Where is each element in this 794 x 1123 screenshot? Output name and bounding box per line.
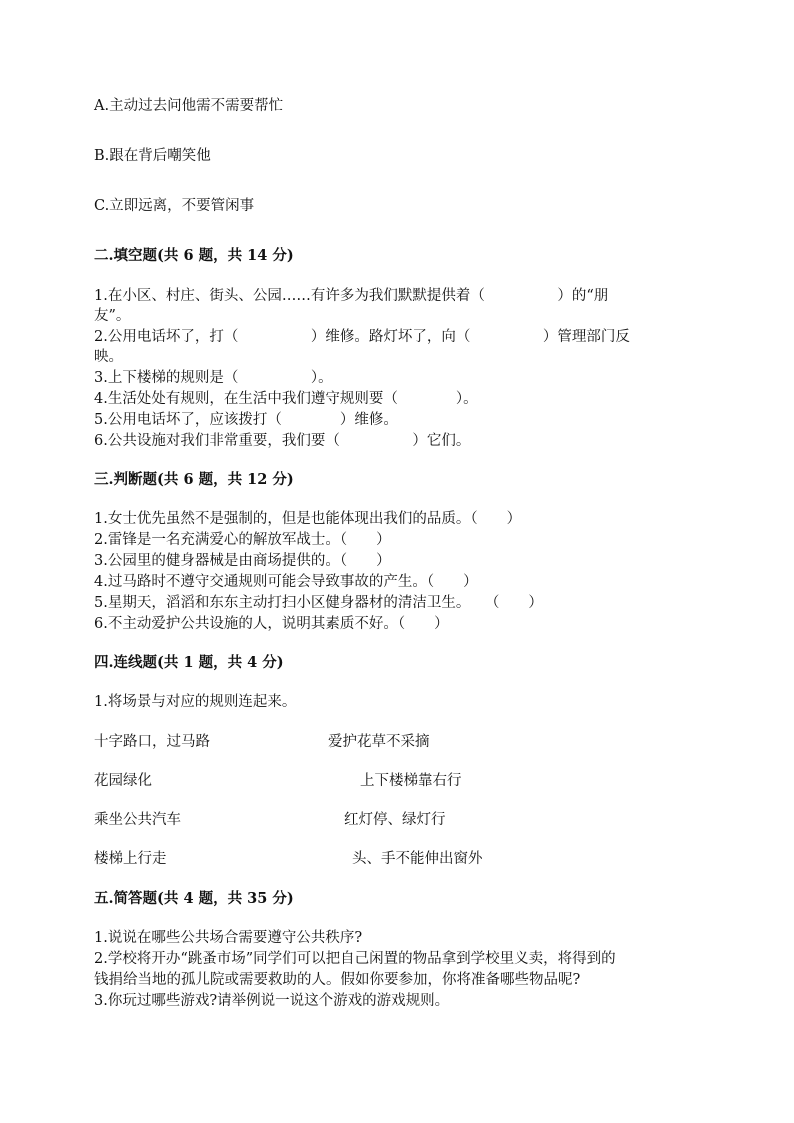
- option-b: B.跟在背后嘲笑他: [94, 148, 211, 164]
- matching-right-4: 头、手不能伸出窗外: [352, 851, 483, 867]
- short-answer-q2-line2: 钱捐给当地的孤儿院或需要救助的人。假如你要参加，你将准备哪些物品呢?: [94, 972, 581, 988]
- fill-blank-q5: 5.公用电话坏了，应该拨打（ ）维修。: [94, 412, 398, 428]
- matching-right-1: 爱护花草不采摘: [328, 734, 430, 750]
- true-false-q2: 2.雷锋是一名充满爱心的解放军战士。（ ）: [94, 532, 391, 548]
- matching-right-3: 红灯停、绿灯行: [344, 812, 446, 828]
- section-3-heading: 三.判断题(共 6 题，共 12 分): [94, 471, 294, 488]
- matching-instruction: 1.将场景与对应的规则连起来。: [94, 694, 297, 710]
- fill-blank-q4: 4.生活处处有规则，在生活中我们遵守规则要（ ）。: [94, 391, 478, 407]
- short-answer-q2-line1: 2.学校将开办“跳蚤市场”同学们可以把自己闲置的物品拿到学校里义卖，将得到的: [94, 951, 616, 967]
- section-5-heading: 五.简答题(共 4 题，共 35 分): [94, 890, 294, 907]
- section-2-heading: 二.填空题(共 6 题，共 14 分): [94, 247, 294, 264]
- matching-left-3: 乘坐公共汽车: [94, 812, 181, 828]
- option-a: A.主动过去问他需不需要帮忙: [94, 98, 284, 114]
- matching-right-2: 上下楼梯靠右行: [360, 773, 462, 789]
- true-false-q4: 4.过马路时不遵守交通规则可能会导致事故的产生。（ ）: [94, 574, 478, 590]
- matching-left-4: 楼梯上行走: [94, 851, 167, 867]
- matching-left-2: 花园绿化: [94, 773, 152, 789]
- fill-blank-q2-line2: 映。: [94, 349, 123, 365]
- true-false-q5: 5.星期天，滔滔和东东主动打扫小区健身器材的清洁卫生。 （ ）: [94, 595, 543, 611]
- fill-blank-q6: 6.公共设施对我们非常重要，我们要（ ）它们。: [94, 433, 471, 449]
- fill-blank-q2-line1: 2.公用电话坏了，打（ ）维修。路灯坏了，向（ ）管理部门反: [94, 329, 630, 345]
- true-false-q3: 3.公园里的健身器械是由商场提供的。（ ）: [94, 553, 391, 569]
- true-false-q6: 6.不主动爱护公共设施的人，说明其素质不好。（ ）: [94, 616, 449, 632]
- matching-left-1: 十字路口，过马路: [94, 734, 210, 750]
- fill-blank-q1-line2: 友”。: [94, 308, 131, 324]
- true-false-q1: 1.女士优先虽然不是强制的，但是也能体现出我们的品质。（ ）: [94, 511, 522, 527]
- option-c: C.立即远离，不要管闲事: [94, 198, 255, 214]
- section-4-heading: 四.连线题(共 1 题，共 4 分): [94, 654, 284, 671]
- fill-blank-q3: 3.上下楼梯的规则是（ ）。: [94, 370, 333, 386]
- short-answer-q3: 3.你玩过哪些游戏?请举例说一说这个游戏的游戏规则。: [94, 993, 450, 1009]
- short-answer-q1: 1.说说在哪些公共场合需要遵守公共秩序?: [94, 930, 363, 946]
- fill-blank-q1-line1: 1.在小区、村庄、街头、公园……有许多为我们默默提供着（ ）的“朋: [94, 288, 609, 304]
